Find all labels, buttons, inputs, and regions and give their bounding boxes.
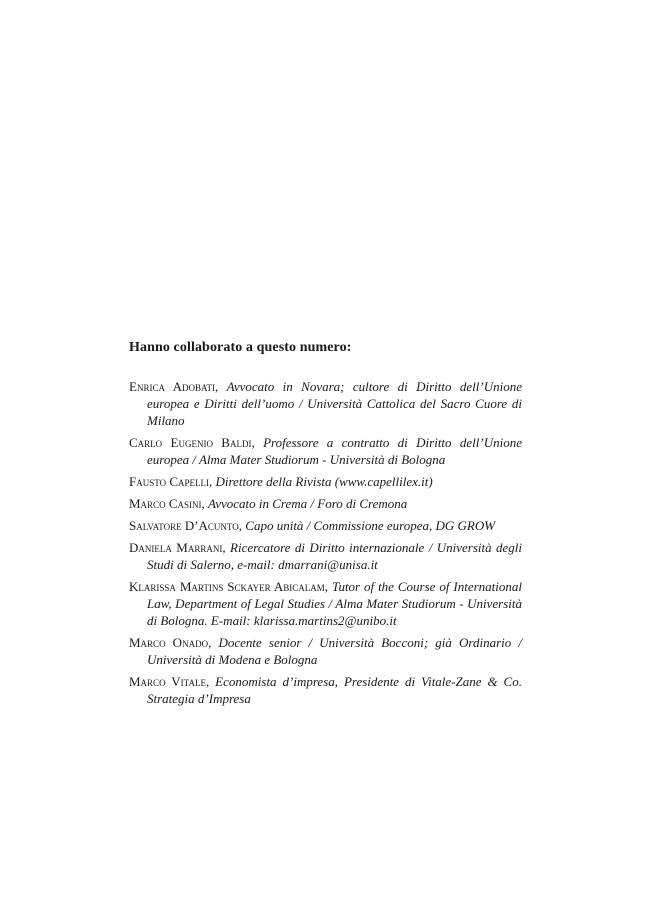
contributor-description: Avvocato in Novara; cultore di Diritto dell’Unione europea e Diritti dell’uomo / Università Cattolica del Sacro Cuore di Milano — [147, 379, 522, 428]
contributor-name: Carlo Eugenio Baldi — [129, 435, 252, 450]
contributor-entry: Salvatore D’Acunto, Capo unità / Commissione europea, DG GROW — [129, 518, 496, 533]
contributor-name: Marco Onado — [129, 635, 209, 650]
contributor-entry: Marco Onado, Docente senior / Università Bocconi; già Ordinario / Università di Modena e Bologna — [129, 635, 523, 667]
contributor-entry: Enrica Adobati, Avvocato in Novara; cultore di Diritto dell’Unione europea e Diritti dell’uomo / Università Cattolica del Sacro Cuore di Milano — [129, 379, 522, 428]
contributor-entry: Carlo Eugenio Baldi, Professore a contratto di Diritto dell’Unione europea / Alma Mater Studiorum - Università di Bologna — [129, 435, 522, 467]
contributors-list — [129, 378, 522, 712]
contributor-name: Daniela Marrani — [129, 540, 223, 555]
contributor-entry: Marco Casini, Avvocato in Crema / Foro di Cremona — [129, 496, 408, 511]
contributor-description: Ricercatore di Diritto internazionale / Università degli Studi di Salerno, e-mail: dmarrani@unisa.it — [147, 540, 523, 572]
contributor-description: Docente senior / Università Bocconi; già Ordinario / Università di Modena e Bologna — [147, 635, 523, 667]
contributor-name: Marco Vitale — [129, 674, 206, 689]
contributor-name: Klarissa Martins Sckayer Abicalam — [129, 579, 325, 594]
contributor-description: Direttore della Rivista (www.capellilex.it) — [215, 474, 433, 489]
contributor-description: Economista d’impresa, Presidente di Vitale-Zane & Co. Strategia d’Impresa — [147, 674, 522, 706]
contributor-name: Marco Casini — [129, 496, 202, 511]
contributors-heading: Hanno collaborato a questo numero: — [129, 340, 352, 355]
contributor-entry: Daniela Marrani, Ricercatore di Diritto internazionale / Università degli Studi di Salerno, e-mail: dmarrani@unisa.it — [129, 540, 523, 572]
contributor-description: Capo unità / Commissione europea, DG GROW — [245, 518, 496, 533]
contributor-name: Enrica Adobati — [129, 379, 215, 394]
contributor-description: Tutor of the Course of International Law, Department of Legal Studies / Alma Mater Studiorum - Università di Bologna. E-mail: klarissa.martins2@unibo.it — [147, 579, 522, 628]
contributor-entry: Klarissa Martins Sckayer Abicalam, Tutor of the Course of International Law, Department of Legal Studies / Alma Mater Studiorum - Università di Bologna. E-mail: klarissa.martins2@unibo.it — [129, 579, 522, 628]
contributor-entry: Marco Vitale, Economista d’impresa, Presidente di Vitale-Zane & Co. Strategia d’Impresa — [129, 674, 522, 706]
contributor-name: Salvatore D’Acunto — [129, 518, 239, 533]
contributor-description: Professore a contratto di Diritto dell’Unione europea / Alma Mater Studiorum - Università di Bologna — [147, 435, 522, 467]
contributor-entry: Fausto Capelli, Direttore della Rivista (www.capellilex.it) — [129, 474, 433, 489]
contributor-name: Fausto Capelli — [129, 474, 209, 489]
contributor-description: Avvocato in Crema / Foro di Cremona — [207, 496, 408, 511]
